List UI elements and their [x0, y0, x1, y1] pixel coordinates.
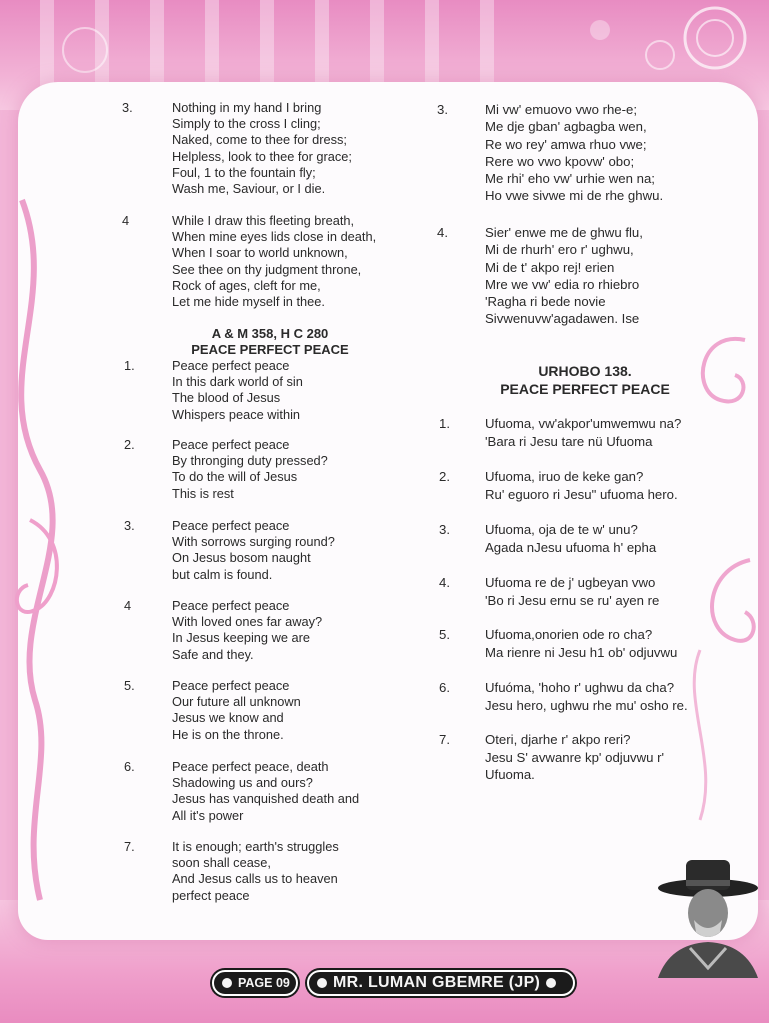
hymn-line: To do the will of Jesus [172, 469, 298, 485]
hymn-number: URHOBO 138. [538, 363, 632, 379]
bullet-icon [317, 978, 327, 988]
page-number-badge [212, 970, 298, 996]
hymn-line: Mi de rhurh' ero r' ughwu, [485, 242, 634, 258]
hymn-title: PEACE PERFECT PEACE [191, 342, 349, 357]
verse-number: 4 [124, 598, 132, 613]
hymn-line: Jesu hero, ughwu rhe mu' osho re. [485, 697, 688, 713]
author-portrait [650, 858, 760, 978]
hymn-line: Rock of ages, cleft for me, [172, 277, 321, 293]
hymn-line: Whispers peace within [172, 406, 301, 422]
hymn-line: It is enough; earth's struggles [172, 839, 339, 854]
hymn-line: Sier' enwe me de ghwu flu, [485, 225, 643, 240]
verse-number: 4. [439, 575, 450, 590]
hymn-line: He is on the throne. [172, 726, 284, 742]
hymn-line: And Jesus calls us to heaven [172, 871, 338, 887]
hymn-line: Peace perfect peace, death [172, 759, 329, 774]
verse-number: 3. [124, 518, 135, 533]
footer-page [212, 970, 298, 996]
hymn-line: Foul, 1 to the fountain fly; [172, 164, 316, 180]
hymn-line: In this dark world of sin [172, 374, 303, 390]
hymn-line: Peace perfect peace [172, 598, 290, 613]
hymn-line: Mi vw' emuovo vwo rhe-e; [485, 102, 638, 117]
hymn-line: but calm is found. [172, 566, 273, 582]
hymn-line: The blood of Jesus [172, 390, 281, 406]
verse-number: 5. [124, 678, 135, 693]
page-label: PAGE 09 [238, 976, 290, 990]
hymn-line: With loved ones far away? [172, 614, 323, 630]
verse-number: 7. [439, 732, 450, 747]
hymn-line: Sivwenuvw'agadawen. Ise [485, 311, 640, 327]
hymn-line: Ufuoma,onorien ode ro cha? [485, 627, 653, 642]
verse-number: 6. [439, 680, 450, 695]
hymn-line: Oteri, djarhe r' akpo reri? [485, 732, 631, 747]
bullet-icon [546, 978, 556, 988]
hymn-line: Peace perfect peace [172, 678, 290, 693]
hymn-line: Our future all unknown [172, 694, 301, 710]
hymn-line: Re wo rey' amwa rhuo vwe; [485, 136, 647, 152]
hymn-line: Peace perfect peace [172, 358, 290, 373]
hymn-line: Mi de t' akpo rej! erien [485, 259, 615, 275]
verse-number: 3. [439, 522, 450, 537]
hymn-line: Safe and they. [172, 646, 254, 662]
hymn-line: Simply to the cross I cling; [172, 116, 321, 132]
hymn-line: Agada nJesu ufuoma h' epha [485, 539, 657, 555]
bullet-icon [222, 978, 232, 988]
author-label: MR. LUMAN GBEMRE (JP) [333, 974, 541, 991]
hymn-line: Ufuoma, oja de te w' unu? [485, 522, 638, 537]
hymn-line: Ufuóma, 'hoho r' ughwu da cha? [485, 680, 675, 695]
hymn-line: When I soar to world unknown, [172, 245, 348, 261]
hymn-line: While I draw this fleeting breath, [172, 213, 355, 228]
hymn-line: By thronging duty pressed? [172, 453, 328, 469]
stanza-number: 4. [437, 225, 448, 240]
stanza-number: 3. [122, 100, 133, 115]
hymn-line: Me rhi' eho vw' urhie wen na; [485, 171, 655, 187]
hymn-line: Helpless, look to thee for grace; [172, 148, 352, 164]
hymn-line: In Jesus keeping we are [172, 630, 311, 646]
hymn-line: soon shall cease, [172, 855, 271, 871]
verse-number: 1. [439, 416, 450, 431]
hymn-line: Shadowing us and ours? [172, 775, 313, 791]
hymn-line: Ufuoma re de j' ugbeyan vwo [485, 575, 656, 590]
hymn-number: A & M 358, H C 280 [211, 326, 329, 341]
right-hymn-heading [470, 362, 700, 398]
hymn-line: Mre we vw' edia ro rhiebro [485, 276, 640, 292]
left-hymn-heading [160, 326, 380, 358]
stanza-number: 3. [437, 102, 448, 117]
hymn-line: Nothing in my hand I bring [172, 100, 322, 115]
hymn-line: On Jesus bosom naught [172, 550, 311, 566]
stanza-number: 4 [122, 213, 130, 228]
hymn-line: Naked, come to thee for dress; [172, 132, 347, 148]
hymn-line: Wash me, Saviour, or I die. [172, 181, 326, 197]
hymn-line: Ufuoma, iruo de keke gan? [485, 469, 644, 484]
hymn-line: Let me hide myself in thee. [172, 294, 325, 310]
hymn-line: Jesus has vanquished death and [172, 791, 360, 807]
hymn-line: Ufuoma. [485, 767, 535, 782]
hymn-line: 'Bara ri Jesu tare nü Ufuoma [485, 433, 653, 449]
hymn-line: When mine eyes lids close in death, [172, 229, 377, 245]
hymn-line: See thee on thy judgment throne, [172, 261, 362, 277]
hymn-line: 'Ragha ri bede novie [485, 294, 606, 310]
hymn-line: This is rest [172, 485, 234, 501]
hymn-line: Peace perfect peace [172, 437, 290, 452]
hymn-line: With sorrows surging round? [172, 534, 335, 550]
hymn-line: Ru' eguoro ri Jesu" ufuoma hero. [485, 486, 678, 502]
verse-number: 1. [124, 358, 135, 373]
hymn-title: PEACE PERFECT PEACE [500, 381, 670, 397]
verse-number: 2. [439, 469, 450, 484]
verse-number: 5. [439, 627, 450, 642]
author-badge [307, 970, 575, 996]
hymn-line: Me dje gban' agbagba wen, [485, 119, 647, 135]
hymn-line: All it's power [172, 807, 244, 823]
footer-author [307, 970, 575, 996]
verse-number: 2. [124, 437, 135, 452]
hymn-line: Peace perfect peace [172, 518, 290, 533]
hymn-line: 'Bo ri Jesu ernu se ru' ayen re [485, 592, 660, 608]
hymn-line: Jesu S' avwanre kp' odjuvwu r' [485, 749, 665, 765]
hymn-line: Ho vwe sivwe mi de rhe ghwu. [485, 188, 664, 204]
hymn-line: Ma rienre ni Jesu h1 ob' odjuvwu [485, 644, 678, 660]
verse-number: 6. [124, 759, 135, 774]
hymn-line: Rere wo vwo kpovw' obo; [485, 153, 635, 169]
verse-number: 7. [124, 839, 135, 854]
hymn-line: Jesus we know and [172, 710, 284, 726]
hymn-line: perfect peace [172, 887, 250, 903]
hymn-line: Ufuoma, vw'akpor'umwemwu na? [485, 416, 682, 431]
